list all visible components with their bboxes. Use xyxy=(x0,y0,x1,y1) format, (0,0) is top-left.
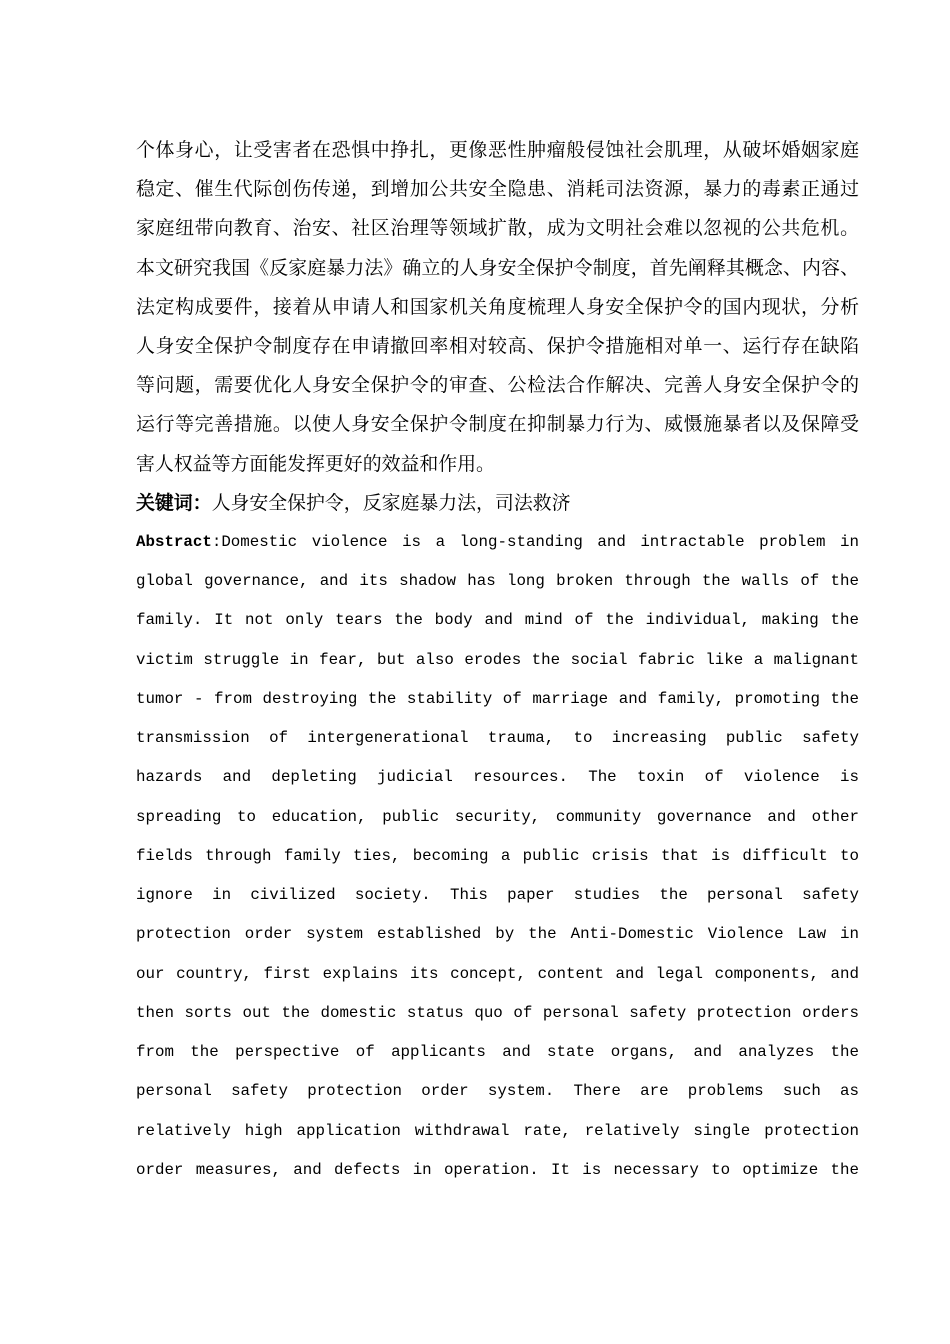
text-line: transmission of intergenerational trauma, to increasing public safety xyxy=(136,729,859,748)
text-line: hazards and depleting judicial resources. The toxin of violence is xyxy=(136,768,859,787)
text-line: 稳定、催生代际创伤传递，到增加公共安全隐患、消耗司法资源，暴力的毒素正通过 xyxy=(136,178,859,201)
text-line: family. It not only tears the body and mind of the individual, making the xyxy=(136,611,859,630)
text-line: 本文研究我国《反家庭暴力法》确立的人身安全保护令制度，首先阐释其概念、内容、 xyxy=(136,256,859,279)
text-line: from the perspective of applicants and state organs, and analyzes the xyxy=(136,1043,859,1062)
text-line: global governance, and its shadow has long broken through the walls of the xyxy=(136,572,859,591)
text-line: victim struggle in fear, but also erodes the social fabric like a malignant xyxy=(136,650,859,669)
english-abstract xyxy=(136,528,859,1195)
text-line: order measures, and defects in operation. It is necessary to optimize the xyxy=(136,1160,859,1179)
text-line: tumor - from destroying the stability of marriage and family, promoting the xyxy=(136,689,859,708)
text-line: 法定构成要件，接着从申请人和国家机关角度梳理人身安全保护令的国内现状，分析 xyxy=(136,295,859,318)
keywords-label: 关键词： xyxy=(136,491,212,514)
text-line: then sorts out the domestic status quo of personal safety protection orders xyxy=(136,1003,859,1022)
abstract-first-line: :Domestic violence is a long-standing and intractable problem in xyxy=(211,532,859,551)
text-line xyxy=(136,528,859,567)
document-page xyxy=(136,136,859,1195)
keywords-line xyxy=(136,489,859,528)
text-line: 等问题，需要优化人身安全保护令的审查、公检法合作解决、完善人身安全保护令的 xyxy=(136,374,859,397)
text-line: 害人权益等方面能发挥更好的效益和作用。 xyxy=(136,452,495,475)
text-line: personal safety protection order system. There are problems such as xyxy=(136,1082,859,1101)
text-line: 家庭纽带向教育、治安、社区治理等领域扩散，成为文明社会难以忽视的公共危机。 xyxy=(136,217,859,240)
text-line: protection order system established by the Anti-Domestic Violence Law in xyxy=(136,925,859,944)
text-line: ignore in civilized society. This paper studies the personal safety xyxy=(136,886,859,905)
text-line: 人身安全保护令制度存在申请撤回率相对较高、保护令措施相对单一、运行存在缺陷 xyxy=(136,334,859,357)
text-line: fields through family ties, becoming a public crisis that is difficult to xyxy=(136,846,859,865)
text-line: 运行等完善措施。以使人身安全保护令制度在抑制暴力行为、威慑施暴者以及保障受 xyxy=(136,413,859,436)
text-line: our country, first explains its concept, content and legal components, and xyxy=(136,964,859,983)
text-line: 个体身心，让受害者在恐惧中挣扎，更像恶性肿瘤般侵蚀社会肌理，从破坏婚姻家庭 xyxy=(136,139,859,161)
chinese-abstract xyxy=(136,136,859,489)
abstract-label: Abstract xyxy=(136,532,212,551)
text-line: spreading to education, public security, community governance and other xyxy=(136,807,859,826)
keywords-text: 人身安全保护令，反家庭暴力法，司法救济 xyxy=(211,491,571,514)
text-line: relatively high application withdrawal rate, relatively single protection xyxy=(136,1121,859,1140)
